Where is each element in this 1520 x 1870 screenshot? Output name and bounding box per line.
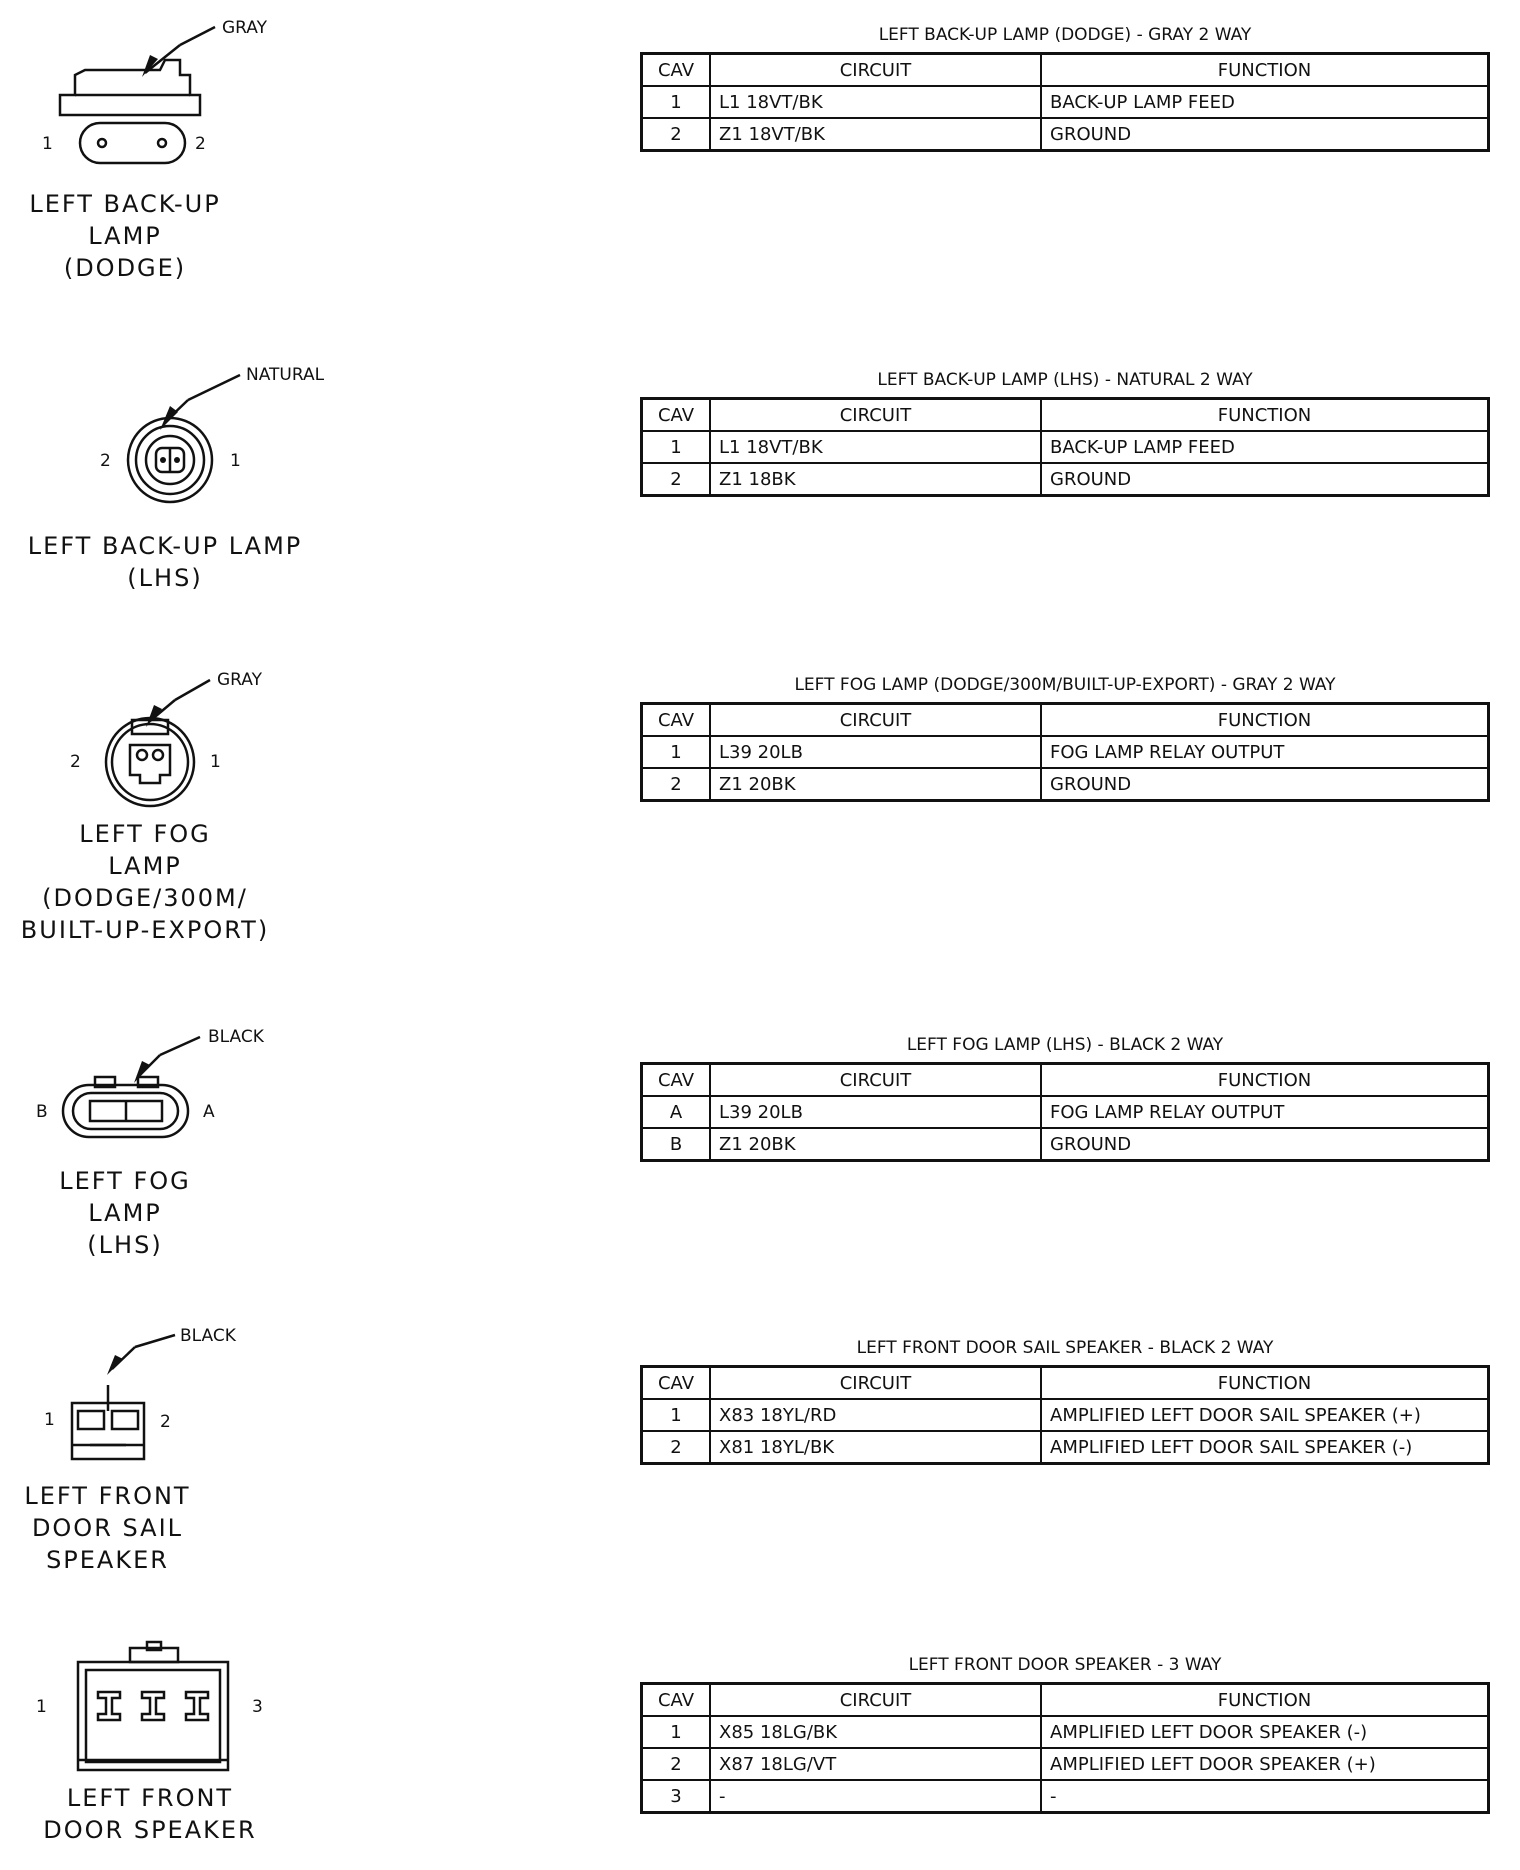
table-row bbox=[642, 768, 1489, 801]
table-header-row bbox=[642, 1064, 1489, 1097]
table-title: LEFT FOG LAMP (DODGE/300M/BUILT-UP-EXPORT) - GRAY 2 WAY bbox=[794, 675, 1336, 695]
cell-function: - bbox=[1041, 1780, 1489, 1813]
pin-label: A bbox=[203, 1102, 215, 1122]
table-row bbox=[642, 1399, 1489, 1431]
header-circuit: CIRCUIT bbox=[710, 704, 1041, 737]
pin-label: 1 bbox=[44, 1410, 55, 1430]
pin-label: 1 bbox=[36, 1697, 47, 1717]
pin-label: 2 bbox=[100, 451, 111, 471]
table-row bbox=[642, 736, 1489, 768]
wire-color-label: NATURAL bbox=[246, 365, 325, 385]
cell-function: BACK-UP LAMP FEED bbox=[1041, 431, 1489, 463]
wire-color-label: GRAY bbox=[222, 18, 267, 38]
connector-label: LEFT FOG LAMP (DODGE/300M/ BUILT-UP-EXPORT) bbox=[20, 820, 270, 944]
pin-table bbox=[640, 52, 1490, 152]
header-function: FUNCTION bbox=[1041, 1064, 1489, 1097]
connector-drawing-fog-dodge bbox=[30, 665, 390, 825]
cell-cav: 1 bbox=[642, 736, 711, 768]
pin-table bbox=[640, 1365, 1490, 1465]
cell-function: GROUND bbox=[1041, 1128, 1489, 1161]
connector-label: LEFT BACK-UP LAMP (DODGE) bbox=[29, 190, 221, 282]
cell-cav: 2 bbox=[642, 768, 711, 801]
cell-circuit: X81 18YL/BK bbox=[710, 1431, 1041, 1464]
cell-cav: 2 bbox=[642, 118, 711, 151]
cell-function: GROUND bbox=[1041, 768, 1489, 801]
pin-label: 2 bbox=[70, 752, 81, 772]
header-function: FUNCTION bbox=[1041, 1684, 1489, 1717]
table-title: LEFT FRONT DOOR SPEAKER - 3 WAY bbox=[908, 1655, 1222, 1675]
pin-label: 1 bbox=[210, 752, 221, 772]
cell-cav: 1 bbox=[642, 1399, 711, 1431]
table-title: LEFT BACK-UP LAMP (LHS) - NATURAL 2 WAY bbox=[877, 370, 1253, 390]
cell-cav: 2 bbox=[642, 1431, 711, 1464]
table-row bbox=[642, 1748, 1489, 1780]
connector-drawing-sail-speaker bbox=[30, 1325, 390, 1475]
table-row bbox=[642, 1780, 1489, 1813]
table-header-row bbox=[642, 704, 1489, 737]
cell-circuit: Z1 20BK bbox=[710, 1128, 1041, 1161]
cell-function: FOG LAMP RELAY OUTPUT bbox=[1041, 1096, 1489, 1128]
header-function: FUNCTION bbox=[1041, 399, 1489, 432]
header-circuit: CIRCUIT bbox=[710, 1367, 1041, 1400]
header-cav: CAV bbox=[642, 1367, 711, 1400]
table-header-row bbox=[642, 1684, 1489, 1717]
header-circuit: CIRCUIT bbox=[710, 1064, 1041, 1097]
table-row bbox=[642, 1096, 1489, 1128]
pin-label: 2 bbox=[160, 1412, 171, 1432]
table-row bbox=[642, 118, 1489, 151]
pin-label: 3 bbox=[252, 1697, 263, 1717]
pin-table bbox=[640, 1062, 1490, 1162]
cell-function: FOG LAMP RELAY OUTPUT bbox=[1041, 736, 1489, 768]
cell-circuit: - bbox=[710, 1780, 1041, 1813]
connector-label: LEFT FOG LAMP (LHS) bbox=[59, 1167, 191, 1259]
cell-cav: 1 bbox=[642, 1716, 711, 1748]
cell-function: BACK-UP LAMP FEED bbox=[1041, 86, 1489, 118]
header-circuit: CIRCUIT bbox=[710, 399, 1041, 432]
cell-cav: 1 bbox=[642, 431, 711, 463]
wire-color-label: GRAY bbox=[217, 670, 262, 690]
cell-function: AMPLIFIED LEFT DOOR SPEAKER (+) bbox=[1041, 1748, 1489, 1780]
header-cav: CAV bbox=[642, 54, 711, 87]
connector-label: LEFT BACK-UP LAMP (LHS) bbox=[27, 532, 303, 592]
header-circuit: CIRCUIT bbox=[710, 54, 1041, 87]
connector-drawing-fog-lhs bbox=[30, 1025, 390, 1165]
table-row bbox=[642, 86, 1489, 118]
cell-circuit: L1 18VT/BK bbox=[710, 86, 1041, 118]
pin-table bbox=[640, 1682, 1490, 1814]
pin-label: 1 bbox=[230, 451, 241, 471]
wire-color-label: BLACK bbox=[180, 1326, 236, 1346]
pin-table bbox=[640, 397, 1490, 497]
connector-drawing-door-speaker bbox=[30, 1640, 390, 1790]
table-header-row bbox=[642, 1367, 1489, 1400]
table-title: LEFT FOG LAMP (LHS) - BLACK 2 WAY bbox=[906, 1035, 1224, 1055]
cell-cav: B bbox=[642, 1128, 711, 1161]
table-header-row bbox=[642, 399, 1489, 432]
cell-function: AMPLIFIED LEFT DOOR SPEAKER (-) bbox=[1041, 1716, 1489, 1748]
header-function: FUNCTION bbox=[1041, 704, 1489, 737]
cell-circuit: L1 18VT/BK bbox=[710, 431, 1041, 463]
cell-function: AMPLIFIED LEFT DOOR SAIL SPEAKER (+) bbox=[1041, 1399, 1489, 1431]
cell-circuit: X83 18YL/RD bbox=[710, 1399, 1041, 1431]
cell-cav: 2 bbox=[642, 463, 711, 496]
pin-label: 2 bbox=[195, 134, 206, 154]
header-function: FUNCTION bbox=[1041, 1367, 1489, 1400]
cell-cav: 2 bbox=[642, 1748, 711, 1780]
cell-circuit: X85 18LG/BK bbox=[710, 1716, 1041, 1748]
cell-circuit: L39 20LB bbox=[710, 736, 1041, 768]
cell-function: GROUND bbox=[1041, 118, 1489, 151]
table-row bbox=[642, 1128, 1489, 1161]
pin-label: 1 bbox=[42, 134, 53, 154]
cell-cav: 1 bbox=[642, 86, 711, 118]
header-cav: CAV bbox=[642, 1684, 711, 1717]
table-header-row bbox=[642, 54, 1489, 87]
connector-drawing-backup-lhs bbox=[30, 360, 390, 520]
header-function: FUNCTION bbox=[1041, 54, 1489, 87]
connector-label: LEFT FRONT DOOR SAIL SPEAKER bbox=[24, 1482, 191, 1574]
cell-circuit: X87 18LG/VT bbox=[710, 1748, 1041, 1780]
header-cav: CAV bbox=[642, 1064, 711, 1097]
cell-function: AMPLIFIED LEFT DOOR SAIL SPEAKER (-) bbox=[1041, 1431, 1489, 1464]
header-cav: CAV bbox=[642, 399, 711, 432]
header-cav: CAV bbox=[642, 704, 711, 737]
table-row bbox=[642, 1431, 1489, 1464]
cell-cav: A bbox=[642, 1096, 711, 1128]
wire-color-label: BLACK bbox=[208, 1027, 264, 1047]
table-title: LEFT FRONT DOOR SAIL SPEAKER - BLACK 2 WAY bbox=[856, 1338, 1274, 1358]
header-circuit: CIRCUIT bbox=[710, 1684, 1041, 1717]
pin-label: B bbox=[36, 1102, 48, 1122]
cell-cav: 3 bbox=[642, 1780, 711, 1813]
connector-label: LEFT FRONT DOOR SPEAKER bbox=[43, 1784, 257, 1844]
table-row bbox=[642, 431, 1489, 463]
cell-circuit: Z1 18VT/BK bbox=[710, 118, 1041, 151]
cell-circuit: Z1 20BK bbox=[710, 768, 1041, 801]
cell-circuit: Z1 18BK bbox=[710, 463, 1041, 496]
table-title: LEFT BACK-UP LAMP (DODGE) - GRAY 2 WAY bbox=[878, 25, 1252, 45]
cell-function: GROUND bbox=[1041, 463, 1489, 496]
table-row bbox=[642, 1716, 1489, 1748]
pin-table bbox=[640, 702, 1490, 802]
table-row bbox=[642, 463, 1489, 496]
cell-circuit: L39 20LB bbox=[710, 1096, 1041, 1128]
connector-drawing-backup-dodge bbox=[30, 15, 390, 175]
